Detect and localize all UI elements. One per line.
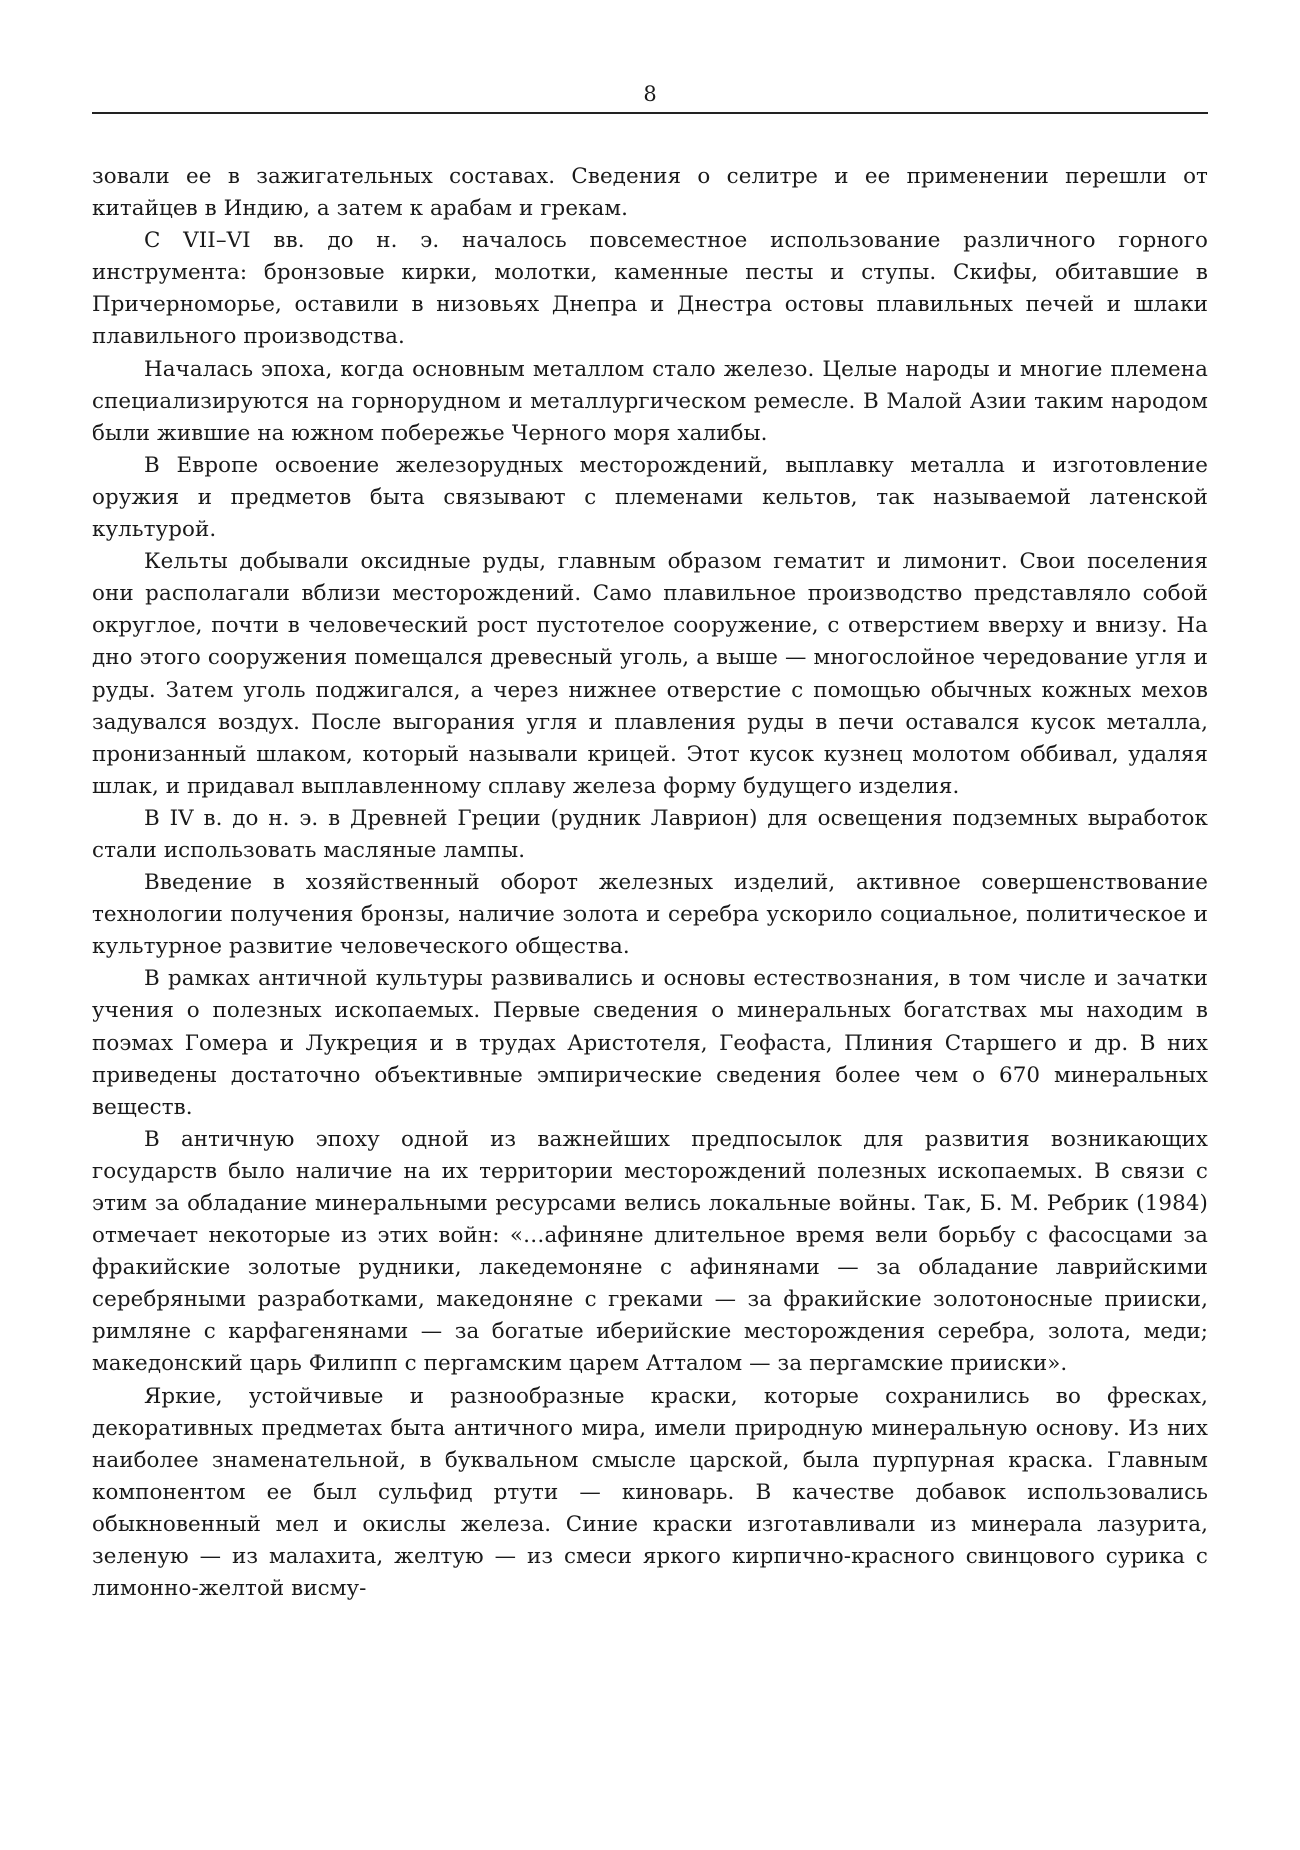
header-rule (92, 112, 1208, 114)
paragraph: зовали ее в зажигательных составах. Сведения о селитре и ее применении перешли от китайцев в Индию, а затем к арабам и грекам. (92, 164, 1208, 222)
body-text (92, 161, 1208, 1605)
paragraph: В IV в. до н. э. в Древней Греции (рудник Лаврион) для освещения подземных выработок стали использовать масляные лампы. (92, 805, 1208, 863)
paragraph: Яркие, устойчивые и разнообразные краски, которые сохранились во фресках, декоративных предметах быта античного мира, имели природную минеральную основу. Из них наиболее знаменательной, в буквальном смысле царской, была пурпурная краска. Главным компонентом ее был сульфид ртути — киноварь. В качестве добавок использовались обыкновенный мел и окислы железа. Синие краски изготавливали из минерала лазурита, зеленую — из малахита, желтую — из смеси яркого кирпично-красного свинцового сурика с лимонно-желтой висму- (92, 1383, 1208, 1602)
paragraph: В античную эпоху одной из важнейших предпосылок для развития возникающих государств было наличие на их территории месторождений полезных ископаемых. В связи с этим за обладание минеральными ресурсами велись локальные войны. Так, Б. М. Ребрик (1984) отмечает некоторые из этих войн: «…афиняне длительное время вели борьбу с фасосцами за фракийские золотые рудники, лакедемоняне с афинянами — за обладание лаврийскими серебряными разработками, македоняне с греками — за фракийские золотоносные прииски, римляне с карфагенянами — за богатые иберийские месторождения серебра, золота, меди; македонский царь Филипп с пергамским царем Атталом — за пергамские прииски». (92, 1126, 1208, 1377)
paragraph: В Европе освоение железорудных месторождений, выплавку металла и изготовление оружия и предметов быта связывают с племенами кельтов, так называемой латенской культурой. (92, 452, 1208, 543)
paragraph: В рамках античной культуры развивались и основы естествознания, в том числе и зачатки учения о полезных ископаемых. Первые сведения о минеральных богатствах мы находим в поэмах Гомера и Лукреция и в трудах Аристотеля, Геофаста, Плиния Старшего и др. В них приведены достаточно объективные эмпирические сведения более чем о 670 минеральных веществ. (92, 966, 1208, 1120)
paragraph: С VII–VI вв. до н. э. началось повсеместное использование различного горного инструмента: бронзовые кирки, молотки, каменные песты и ступы. Скифы, обитавшие в Причерноморье, оставили в низовьях Днепра и Днестра остовы плавильных печей и шлаки плавильного производства. (92, 228, 1208, 350)
page-number: 8 (643, 82, 657, 106)
paragraph: Кельты добывали оксидные руды, главным образом гематит и лимонит. Свои поселения они располагали вблизи месторождений. Само плавильное производство представляло собой округлое, почти в человеческий рост пустотелое сооружение, с отверстием вверху и внизу. На дно этого сооружения помещался древесный уголь, а выше — многослойное чередование угля и руды. Затем уголь поджигался, а через нижнее отверстие с помощью обычных кожных мехов задувался воздух. После выгорания угля и плавления руды в печи оставался кусок металла, пронизанный шлаком, который называли крицей. Этот кусок кузнец молотом оббивал, удаляя шлак, и придавал выплавленному сплаву железа форму будущего изделия. (92, 549, 1208, 799)
paragraph: Началась эпоха, когда основным металлом стало железо. Целые народы и многие племена специализируются на горнорудном и металлургическом ремесле. В Малой Азии таким народом были жившие на южном побережье Черного моря халибы. (92, 356, 1208, 446)
paragraph: Введение в хозяйственный оборот железных изделий, активное совершенствование технологии получения бронзы, наличие золота и серебра ускорило социальное, политическое и культурное развитие человеческого общества. (92, 870, 1208, 960)
